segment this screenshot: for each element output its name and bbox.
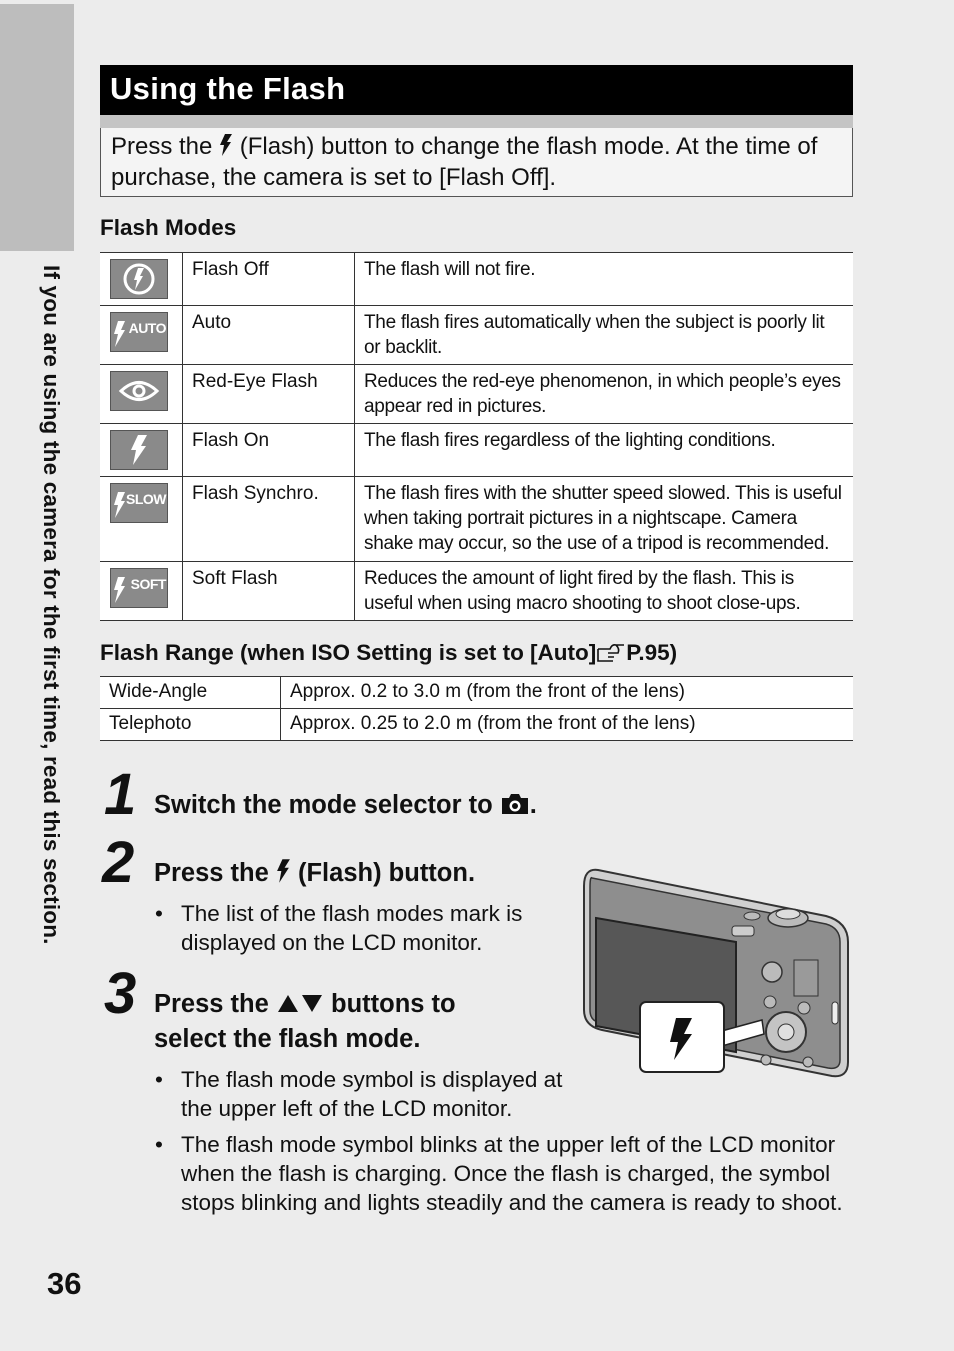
camera-mode-icon <box>500 792 530 816</box>
flash-icon <box>276 859 291 883</box>
bullet-dot: • <box>155 1132 163 1157</box>
mode-name: Flash On <box>183 424 355 477</box>
flash-on-icon <box>110 430 168 470</box>
side-section-label: If you are using the camera for the first time, read this section. <box>39 265 64 945</box>
step-2-after: (Flash) button. <box>290 859 476 887</box>
step-2-text <box>154 856 475 891</box>
flash-auto-icon <box>110 312 168 352</box>
step-1-text <box>154 788 537 823</box>
flash-slow-icon <box>110 483 168 523</box>
range-label: Wide-Angle <box>100 677 281 709</box>
mode-name: Red-Eye Flash <box>183 365 355 424</box>
step-number: 1 <box>104 762 137 827</box>
step-2-before: Press the <box>154 859 276 887</box>
intro-text-after: (Flash) button to change the flash mode. At the time of purchase, the camera is set to [Flash Off]. <box>111 133 818 191</box>
icon-label: AUTO <box>128 320 166 336</box>
bullet-dot: • <box>155 901 163 926</box>
flash-modes-table <box>100 252 853 621</box>
intro-box <box>100 128 853 197</box>
flash-soft-icon <box>110 568 168 608</box>
red-eye-icon <box>110 371 168 411</box>
table-row <box>100 253 853 306</box>
mode-name: Soft Flash <box>183 562 355 621</box>
mode-desc: Reduces the amount of light fired by the flash. This is useful when using macro shooting to shoot close-ups. <box>355 562 854 621</box>
step-3-line2: select the flash mode. <box>154 1025 421 1053</box>
flash-off-icon <box>110 259 168 299</box>
page-title: Using the Flash <box>100 65 853 115</box>
step-1-suffix: . <box>529 791 537 819</box>
page-number: 36 <box>47 1266 82 1301</box>
step-3-before: Press the <box>154 990 276 1018</box>
table-row <box>100 562 853 621</box>
bullet-dot: • <box>155 1067 163 1092</box>
side-tab <box>0 4 74 251</box>
flash-range-heading <box>100 640 677 666</box>
range-value: Approx. 0.25 to 2.0 m (from the front of the lens) <box>281 709 854 741</box>
mode-desc: Reduces the red-eye phenomenon, in which people’s eyes appear red in pictures. <box>355 365 854 424</box>
list-item <box>155 1130 851 1217</box>
flash-range-table <box>100 676 853 741</box>
mode-desc: The flash fires with the shutter speed slowed. This is useful when taking portrait pictures in a nightscape. Camera shake may occur, so the use of a tripod is recommended. <box>355 477 854 562</box>
table-row <box>100 365 853 424</box>
flash-modes-heading: Flash Modes <box>100 215 237 240</box>
flash-icon <box>219 134 233 156</box>
icon-label: SOFT <box>130 576 166 592</box>
table-row <box>100 477 853 562</box>
bullet-text: The list of the flash modes mark is displayed on the LCD monitor. <box>181 901 523 955</box>
up-down-arrows-icon <box>276 993 324 1013</box>
step-3-text <box>154 987 456 1057</box>
pointing-hand-icon <box>596 641 626 663</box>
step-number: 3 <box>104 961 137 1026</box>
list-item <box>155 1065 571 1123</box>
mode-desc: The flash will not fire. <box>355 253 854 306</box>
table-row <box>100 424 853 477</box>
table-row <box>100 709 853 741</box>
list-item <box>155 899 561 957</box>
mode-name: Flash Synchro. <box>183 477 355 562</box>
bullet-text: The flash mode symbol blinks at the upper left of the LCD monitor when the flash is charging. Once the flash is charged, the symbol stops blinking and lights steadily and the camera is ready to shoot. <box>181 1132 843 1215</box>
step-1-label: Switch the mode selector to <box>154 791 500 819</box>
camera-illustration <box>576 862 856 1082</box>
page-reference: P.95) <box>626 640 678 665</box>
mode-desc: The flash fires regardless of the lighting conditions. <box>355 424 854 477</box>
mode-desc: The flash fires automatically when the subject is poorly lit or backlit. <box>355 306 854 365</box>
mode-name: Flash Off <box>183 253 355 306</box>
mode-name: Auto <box>183 306 355 365</box>
flash-range-heading-text: Flash Range (when ISO Setting is set to [Auto] <box>100 640 597 665</box>
intro-text-before: Press the <box>111 133 220 160</box>
step-number: 2 <box>102 830 135 895</box>
bullet-text: The flash mode symbol is displayed at the upper left of the LCD monitor. <box>181 1067 563 1121</box>
table-row <box>100 306 853 365</box>
range-label: Telephoto <box>100 709 281 741</box>
title-underline <box>100 115 853 128</box>
step-3-after: buttons to <box>323 990 456 1018</box>
range-value: Approx. 0.2 to 3.0 m (from the front of the lens) <box>281 677 854 709</box>
icon-label: SLOW <box>126 491 166 507</box>
table-row <box>100 677 853 709</box>
